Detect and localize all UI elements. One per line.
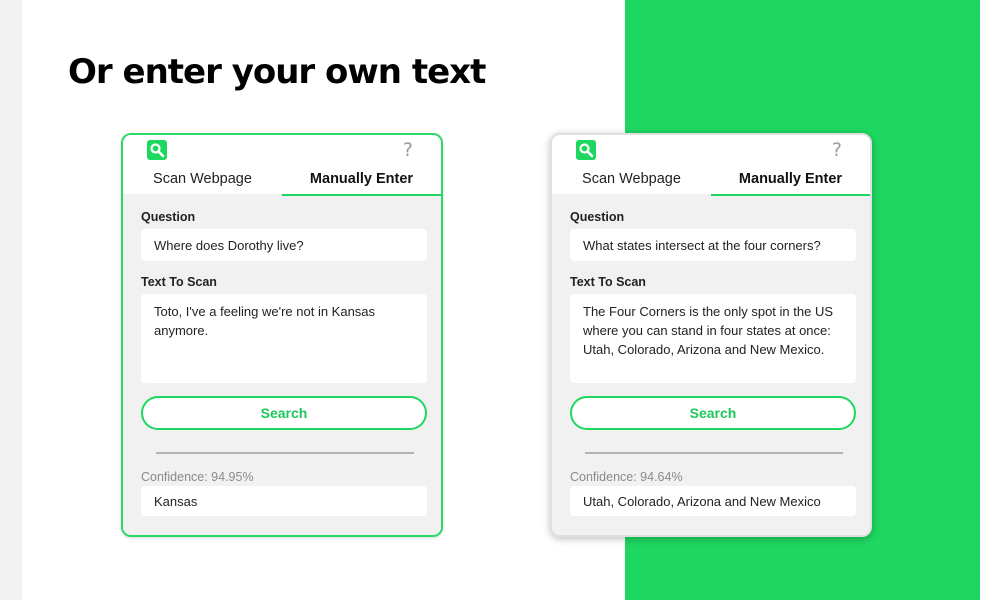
page-headline: Or enter your own text — [68, 52, 486, 92]
mode-tabs — [552, 165, 870, 196]
help-icon[interactable]: ? — [831, 139, 842, 161]
divider — [156, 452, 414, 454]
tab-manually-enter[interactable]: Manually Enter — [282, 165, 441, 196]
search-button[interactable]: Search — [570, 396, 856, 430]
page-right-edge — [980, 0, 1000, 600]
question-label: Question — [141, 210, 196, 224]
text-to-scan-label: Text To Scan — [141, 275, 217, 289]
question-input[interactable]: Where does Dorothy live? — [141, 229, 427, 261]
text-to-scan-textarea[interactable]: Toto, I've a feeling we're not in Kansas anymore. — [141, 294, 427, 383]
tab-scan-webpage[interactable]: Scan Webpage — [123, 165, 282, 196]
confidence-text: Confidence: 94.95% — [141, 470, 254, 484]
popup-body — [552, 196, 870, 537]
popup-body — [123, 196, 441, 537]
text-to-scan-label: Text To Scan — [570, 275, 646, 289]
search-icon — [147, 140, 167, 160]
question-label: Question — [570, 210, 625, 224]
tab-scan-webpage[interactable]: Scan Webpage — [552, 165, 711, 196]
popup-header — [123, 135, 441, 165]
confidence-text: Confidence: 94.64% — [570, 470, 683, 484]
answer-field: Kansas — [141, 486, 427, 516]
text-to-scan-textarea[interactable]: The Four Corners is the only spot in the US where you can stand in four states at once: Utah, Colorado, Arizona and New Mexico. — [570, 294, 856, 383]
extension-popup-right — [550, 133, 872, 537]
extension-popup-left — [121, 133, 443, 537]
answer-field: Utah, Colorado, Arizona and New Mexico — [570, 486, 856, 516]
page-left-edge — [0, 0, 22, 600]
mode-tabs — [123, 165, 441, 196]
question-input[interactable]: What states intersect at the four corners? — [570, 229, 856, 261]
popup-header — [552, 135, 870, 165]
help-icon[interactable]: ? — [402, 139, 413, 161]
search-icon — [576, 140, 596, 160]
tab-manually-enter[interactable]: Manually Enter — [711, 165, 870, 196]
divider — [585, 452, 843, 454]
search-button[interactable]: Search — [141, 396, 427, 430]
